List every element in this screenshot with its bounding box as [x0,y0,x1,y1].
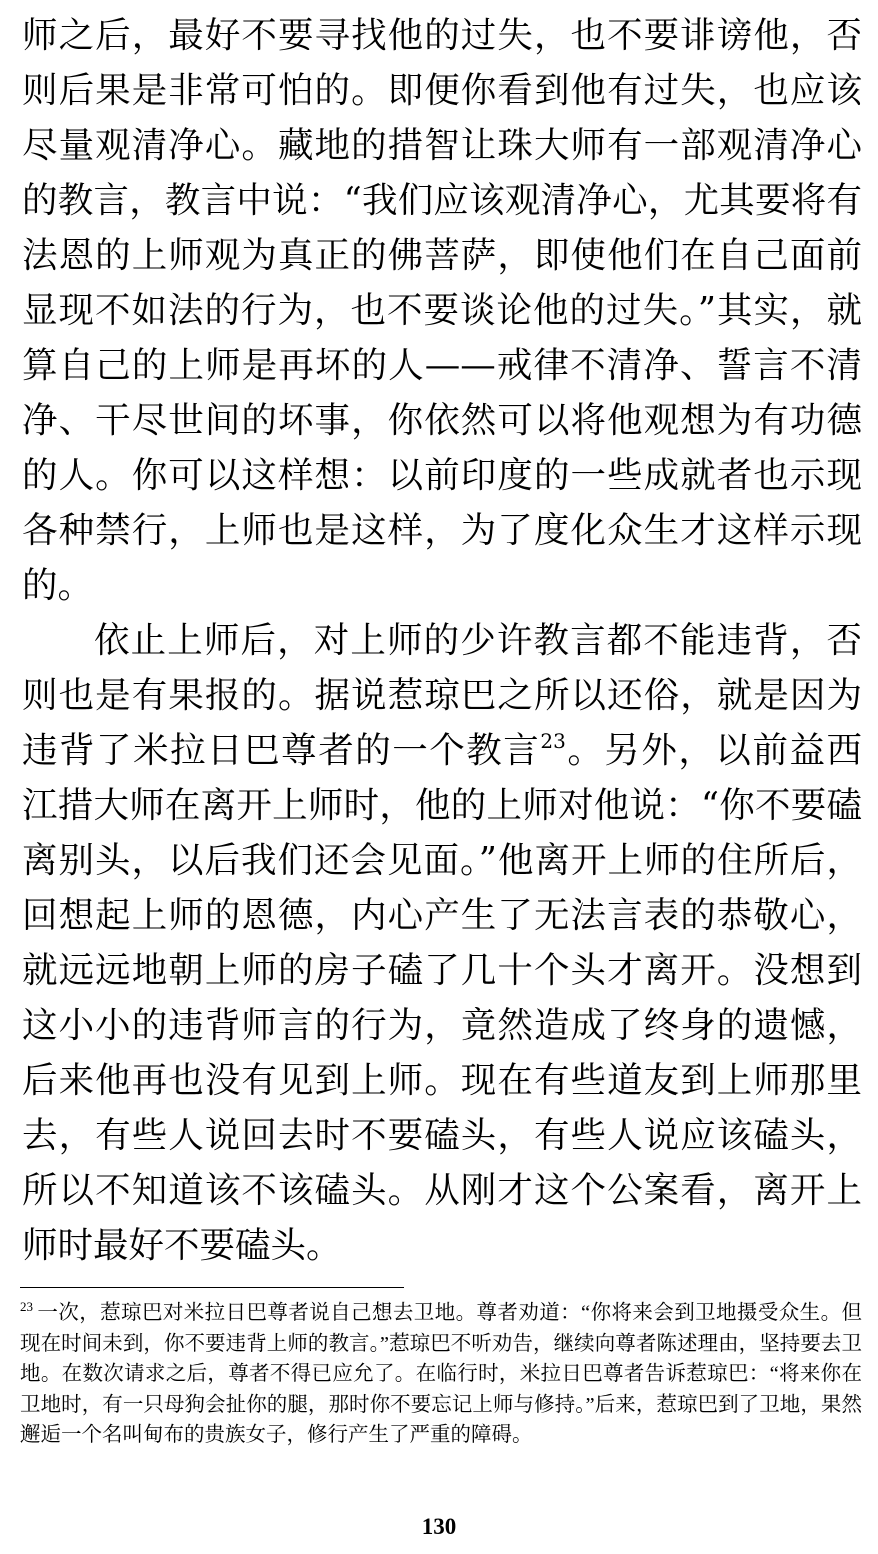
footnote-paragraph [20,1298,862,1451]
paragraph-2-text-before-ref: 依止上师后，对上师的少许教言都不能违背，否则也是有果报的。据说惹琼巴之所以还俗，就是因为违背了米拉日巴尊者的一个教言 [22,620,862,771]
paragraph-2-text-after-ref: 。另外，以前益西江措大师在离开上师时，他的上师对他说：“你不要磕离别头，以后我们还会见面。”他离开上师的住所后，回想起上师的恩德，内心产生了无法言表的恭敬心，就远远地朝上师的房子磕了几十个头才离开。没想到这小小的违背师言的行为，竟然造成了终身的遗憾，后来他再也没有见到上师。现在有些道友到上师那里去，有些人说回去时不要磕头，有些人说应该磕头，所以不知道该不该磕头。从刚才这个公案看，离开上师时最好不要磕头。 [22,730,862,1266]
main-text [22,8,862,1273]
footnote-number: 23 [20,1299,33,1314]
footnote [20,1298,862,1451]
paragraph-1: 师之后，最好不要寻找他的过失，也不要诽谤他，否则后果是非常可怕的。即便你看到他有过失，也应该尽量观清净心。藏地的措智让珠大师有一部观清净心的教言，教言中说：“我们应该观清净心，尤其要将有法恩的上师观为真正的佛菩萨，即使他们在自己面前显现不如法的行为，也不要谈论他的过失。”其实，就算自己的上师是再坏的人——戒律不清净、誓言不清净、干尽世间的坏事，你依然可以将他观想为有功德的人。你可以这样想：以前印度的一些成就者也示现各种禁行，上师也是这样，为了度化众生才这样示现的。 [22,15,862,606]
page-number: 130 [421,1514,457,1539]
paragraph-2 [22,613,862,1273]
footnote-reference[interactable]: 23 [540,729,566,753]
footnote-text: 一次，惹琼巴对米拉日巴尊者说自己想去卫地。尊者劝道：“你将来会到卫地摄受众生。但现在时间未到，你不要违背上师的教言。”惹琼巴不听劝告，继续向尊者陈述理由，坚持要去卫地。在数次请求之后，尊者不得已应允了。在临行时，米拉日巴尊者告诉惹琼巴：“将来你在卫地时，有一只母狗会扯你的腿，那时你不要忘记上师与修持。”后来，惹琼巴到了卫地，果然邂逅一个名叫甸布的贵族女子，修行产生了严重的障碍。 [20,1302,862,1446]
footnote-divider [20,1287,404,1288]
